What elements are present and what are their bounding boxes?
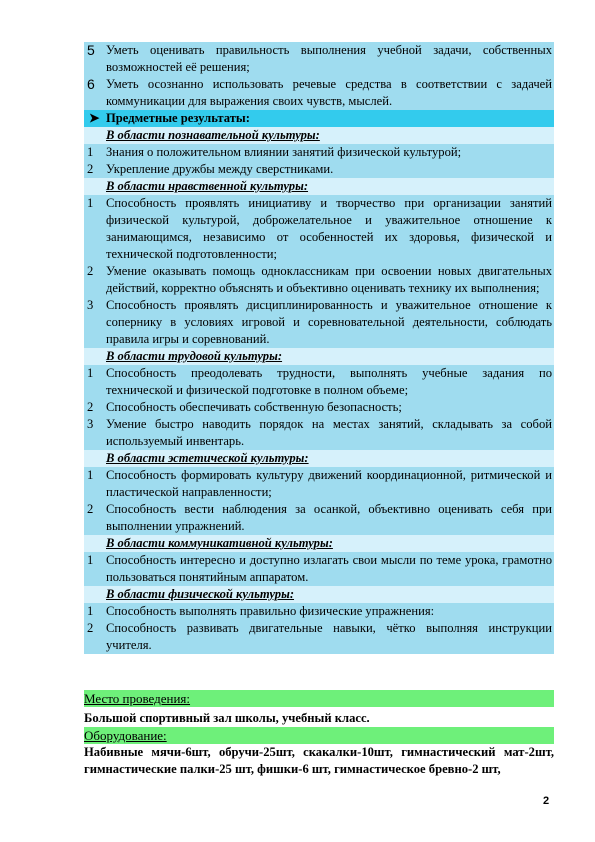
section-heading-text: В области познавательной культуры: bbox=[106, 128, 320, 142]
equipment-text: Набивные мячи-6шт, обручи-25шт, скакалки-10шт, гимнастический мат-2шт, гимнастические палки-25 шт, фишки-6 шт, гимнастическое бревно-2 шт, bbox=[84, 745, 554, 776]
list-item-number: 1 bbox=[87, 553, 94, 567]
section-indent bbox=[84, 178, 106, 195]
section-heading-text: В области трудовой культуры: bbox=[106, 349, 283, 363]
section-heading-text: В области нравственной культуры: bbox=[106, 179, 309, 193]
list-item-number: 2 bbox=[87, 264, 94, 278]
list-item-text: Уметь оценивать правильность выполнения учебной задачи, собственных возможностей её решения; bbox=[106, 43, 552, 74]
list-item-number: 6 bbox=[87, 76, 95, 92]
list-item bbox=[84, 76, 554, 110]
list-item-text: Способность обеспечивать собственную безопасность; bbox=[106, 400, 402, 414]
section-heading-text: В области коммуникативной культуры: bbox=[106, 536, 333, 550]
list-item bbox=[84, 161, 554, 178]
list-item bbox=[84, 552, 554, 586]
list-item-text: Способность вести наблюдения за осанкой, объективно оценивать себя при выполнении упражнений. bbox=[106, 502, 552, 533]
list-item-text: Умение оказывать помощь одноклассникам при освоении новых двигательных действий, корректно объяснять и объективно оценивать технику их выполнения; bbox=[106, 264, 552, 295]
subject-results-header bbox=[84, 110, 554, 127]
list-item-text: Знания о положительном влиянии занятий физической культурой; bbox=[106, 145, 462, 159]
list-item-number: 1 bbox=[87, 145, 94, 159]
section-heading bbox=[84, 127, 554, 144]
list-item-number: 3 bbox=[87, 417, 94, 431]
list-item-text: Способность выполнять правильно физические упражнения: bbox=[106, 604, 435, 618]
list-item-number: 1 bbox=[87, 196, 94, 210]
section-heading-cell bbox=[106, 450, 554, 467]
list-item bbox=[84, 501, 554, 535]
section-heading-cell bbox=[106, 535, 554, 552]
section-heading-cell bbox=[106, 586, 554, 603]
venue-text: Большой спортивный зал школы, учебный класс. bbox=[84, 711, 370, 725]
list-item bbox=[84, 365, 554, 399]
list-item-text: Способность проявлять дисциплинированность и уважительное отношение к сопернику в условиях игровой и соревновательной деятельности, соблюдать правила игры и соревнований. bbox=[106, 298, 552, 346]
results-table bbox=[84, 42, 554, 654]
list-item-number: 2 bbox=[87, 621, 94, 635]
section-heading bbox=[84, 178, 554, 195]
list-item bbox=[84, 195, 554, 263]
section-indent bbox=[84, 535, 106, 552]
list-item bbox=[84, 263, 554, 297]
list-item bbox=[84, 399, 554, 416]
list-item bbox=[84, 467, 554, 501]
list-item-text: Умение быстро наводить порядок на местах занятий, складывать за собой используемый инвентарь. bbox=[106, 417, 552, 448]
list-item-number: 1 bbox=[87, 604, 94, 618]
list-item-number: 3 bbox=[87, 298, 94, 312]
page-number: 2 bbox=[543, 795, 550, 807]
section-heading-text: В области физической культуры: bbox=[106, 587, 295, 601]
subject-results-title: Предметные результаты: bbox=[106, 111, 250, 125]
list-item bbox=[84, 603, 554, 620]
list-item bbox=[84, 620, 554, 654]
list-item-text: Способность проявлять инициативу и творчество при организации занятий физической культурой, доброжелательное и уважительное отношение к занимающимся, независимо от особенностей их здоровья, физической и технической подготовленности; bbox=[106, 196, 552, 261]
list-item-text: Уметь осознанно использовать речевые средства в соответствии с задачей коммуникации для выражения своих чувств, мыслей. bbox=[106, 77, 552, 108]
list-item-number: 2 bbox=[87, 162, 94, 176]
list-item-text: Способность формировать культуру движений координационной, ритмической и пластической направленности; bbox=[106, 468, 552, 499]
list-item-number: 2 bbox=[87, 502, 94, 516]
list-item bbox=[84, 416, 554, 450]
section-indent bbox=[84, 127, 106, 144]
list-item-number: 1 bbox=[87, 468, 94, 482]
list-item-text: Укрепление дружбы между сверстниками. bbox=[106, 162, 334, 176]
list-item bbox=[84, 297, 554, 348]
section-indent bbox=[84, 450, 106, 467]
equipment-label: Оборудование: bbox=[84, 727, 554, 744]
section-heading bbox=[84, 348, 554, 365]
section-heading-text: В области эстетической культуры: bbox=[106, 451, 309, 465]
list-item-text: Способность интересно и доступно излагать свои мысли по теме урока, грамотно пользоваться понятийным аппаратом. bbox=[106, 553, 552, 584]
arrow-bullet-icon: ➤ bbox=[89, 111, 100, 125]
list-item-number: 2 bbox=[87, 400, 94, 414]
section-heading bbox=[84, 586, 554, 603]
section-heading-cell bbox=[106, 348, 554, 365]
list-item-number: 5 bbox=[87, 42, 95, 58]
section-heading-cell bbox=[106, 127, 554, 144]
list-item-number: 1 bbox=[87, 366, 94, 380]
section-heading bbox=[84, 450, 554, 467]
list-item-text: Способность преодолевать трудности, выполнять учебные задания по технической и физической подготовке в полном объеме; bbox=[106, 366, 552, 397]
list-item bbox=[84, 144, 554, 161]
section-indent bbox=[84, 586, 106, 603]
venue-label: Место проведения: bbox=[84, 690, 554, 707]
section-indent bbox=[84, 348, 106, 365]
list-item-text: Способность развивать двигательные навыки, чётко выполняя инструкции учителя. bbox=[106, 621, 552, 652]
section-heading-cell bbox=[106, 178, 554, 195]
list-item bbox=[84, 42, 554, 76]
section-heading bbox=[84, 535, 554, 552]
